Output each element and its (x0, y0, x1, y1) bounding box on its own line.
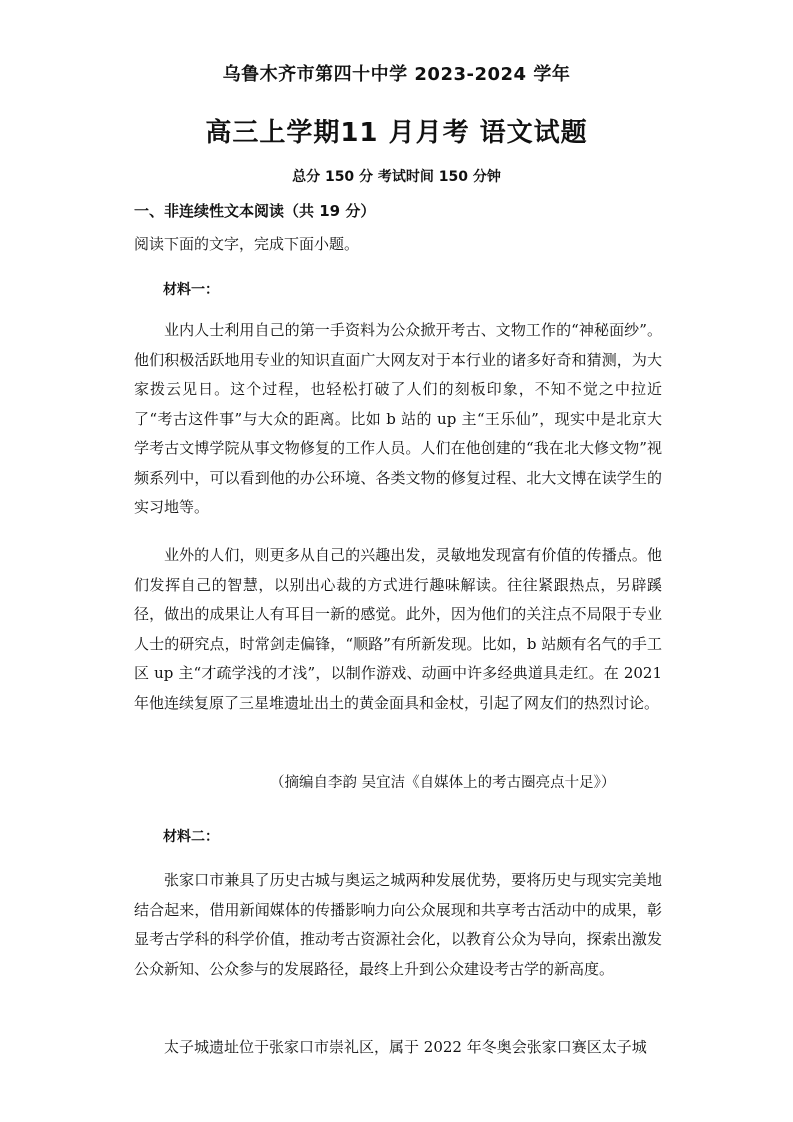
reading-instruction: 阅读下面的文字，完成下面小题。 (134, 235, 360, 253)
material-two-paragraph: 太子城遗址位于张家口市崇礼区，属于 2022 年冬奥会张家口赛区太子城 (164, 1038, 647, 1056)
material-one-paragraph: 业外的人们，则更多从自己的兴趣出发，灵敏地发现富有价值的传播点。他们发挥自己的智慧，以别出心裁的方式进行趣味解读。往往紧跟热点，另辟蹊径，做出的成果让人有耳目一新的感觉。此外，因为他们的关注点不局限于专业人士的研究点，时常剑走偏锋，“顺路”有所新发现。比如，b 站颇有名气的手工区 up 主“才疏学浅的才浅”，以制作游戏、动画中许多经典道具走红。在 2021 年他连续复原了三星堆遗址出土的黄金面具和金杖，引起了网友们的热烈讨论。 (134, 546, 662, 712)
school-year-header: 乌鲁木齐市第四十中学 2023-2024 学年 (222, 64, 571, 85)
material-two-paragraph: 张家口市兼具了历史古城与奥运之城两种发展优势，要将历史与现实完美地结合起来，借用新闻媒体的传播影响力向公众展现和共享考古活动中的成果，彰显考古学科的科学价值，推动考古资源社会化，以教育公众为导向，探索出激发公众新知、公众参与的发展路径，最终上升到公众建设考古学的新高度。 (134, 871, 662, 978)
material-two-label: 材料二： (163, 829, 219, 845)
material-one-source: （摘编自李韵 吴宜洁《自媒体上的考古圈亮点十足》） (270, 775, 616, 791)
exam-info: 总分 150 分 考试时间 150 分钟 (292, 169, 501, 185)
material-one-paragraph: 业内人士利用自己的第一手资料为公众掀开考古、文物工作的“神秘面纱”。他们积极活跃地用专业的知识直面广大网友对于本行业的诸多好奇和猜测，为大家拨云见日。这个过程，也轻松打破了人们的刻板印象，不知不觉之中拉近了“考古这件事”与大众的距离。比如 b 站的 up 主“王乐仙”，现实中是北京大学考古文博学院从事文物修复的工作人员。人们在他创建的“我在北大修文物”视频系列中，可以看到他的办公环境、各类文物的修复过程、北大文博在读学生的实习地等。 (134, 321, 662, 516)
exam-title: 高三上学期11 月月考 语文试题 (205, 118, 588, 148)
material-one-label: 材料一： (163, 282, 219, 298)
section-heading: 一、非连续性文本阅读（共 19 分） (134, 202, 376, 220)
